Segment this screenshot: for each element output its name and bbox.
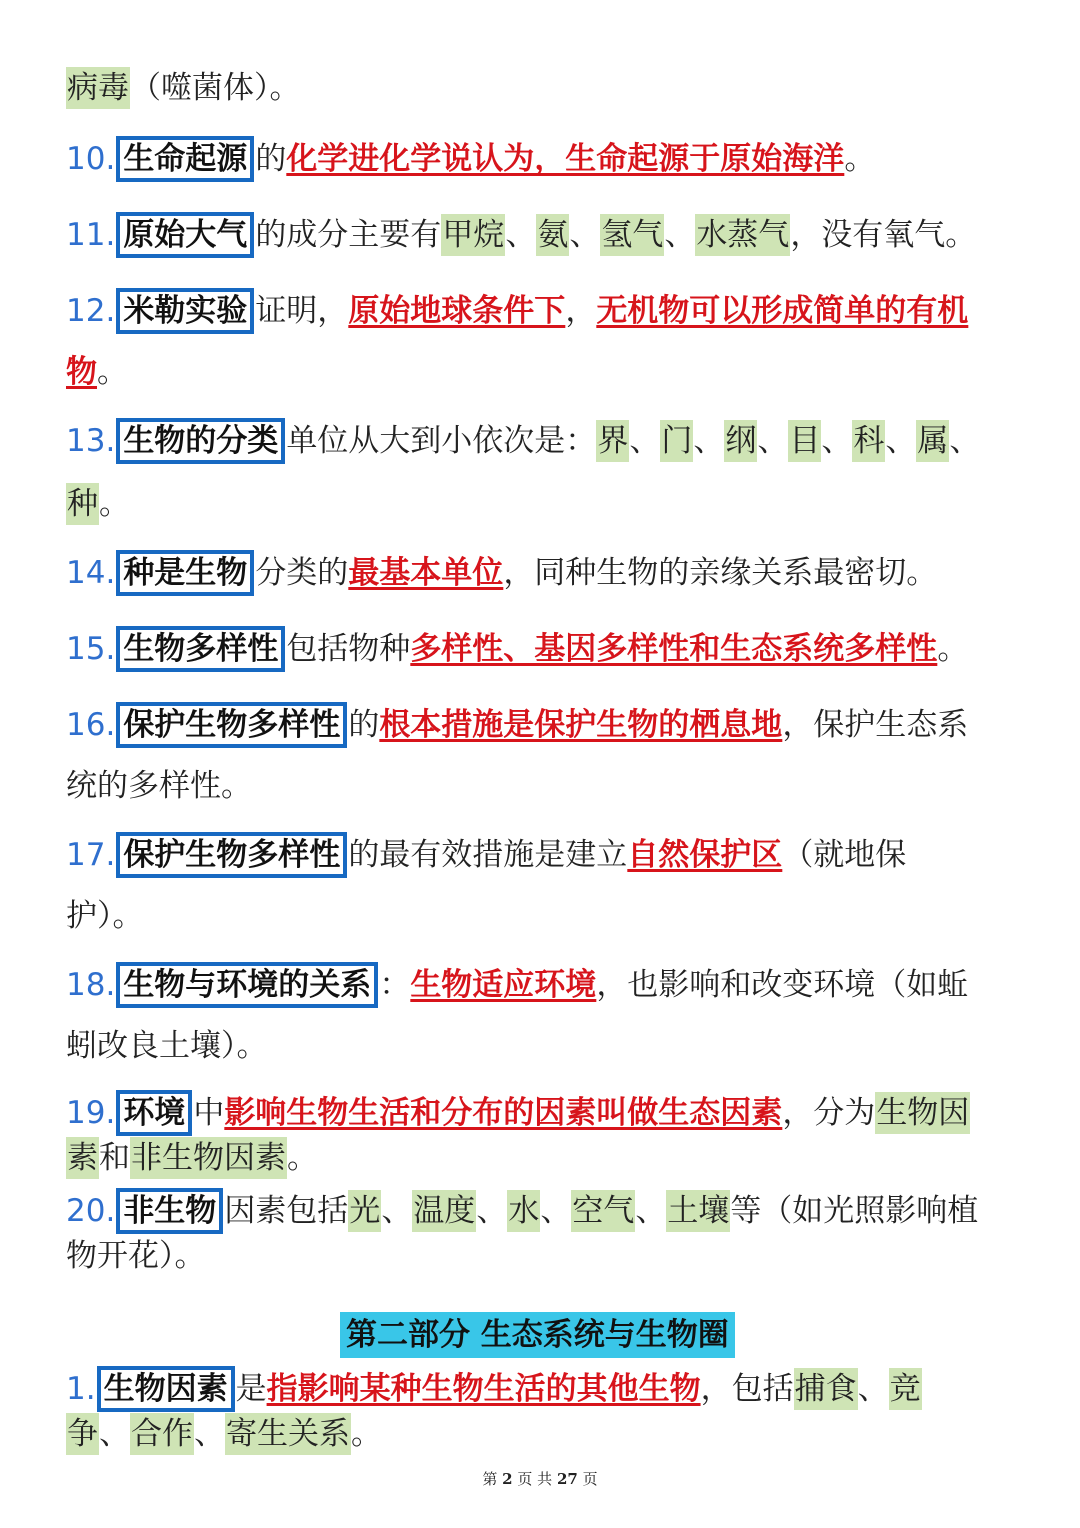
text: 和 — [99, 1140, 130, 1176]
separator: 、 — [635, 1193, 667, 1229]
separator: 、 — [99, 1416, 130, 1452]
item-18 — [66, 962, 1020, 1008]
key-term: 生物多样性 — [116, 626, 285, 672]
key-term: 保护生物多样性 — [116, 832, 347, 878]
item-12-continued — [66, 350, 1020, 394]
item-number: 15. — [66, 631, 116, 667]
highlight: 氢气 — [600, 214, 664, 256]
part2-item-1 — [66, 1366, 1020, 1412]
item-number: 10. — [66, 141, 116, 177]
text: 是 — [235, 1371, 267, 1407]
key-point: 指影响某种生物生活的其他生物 — [266, 1371, 701, 1407]
key-term: 米勒实验 — [116, 288, 254, 334]
highlight: 氨 — [536, 214, 569, 256]
highlight: 非生物因素 — [130, 1137, 287, 1179]
item-number: 13. — [66, 423, 116, 459]
highlight: 病毒 — [66, 67, 130, 109]
item-10 — [66, 136, 1020, 182]
key-term: 生物因素 — [97, 1366, 235, 1412]
separator: 、 — [693, 423, 725, 459]
text: 物开花）。 — [66, 1238, 206, 1274]
page-total: 27 — [556, 1470, 578, 1488]
separator: 、 — [194, 1416, 225, 1452]
key-term: 生物与环境的关系 — [116, 962, 378, 1008]
item-number: 20. — [66, 1193, 116, 1229]
key-point: 物 — [66, 354, 97, 390]
footer-text: 页 共 — [517, 1470, 553, 1488]
item-12 — [66, 288, 1020, 334]
item-13-continued — [66, 482, 1020, 526]
highlight: 科 — [852, 420, 885, 462]
key-term: 原始大气 — [116, 212, 254, 258]
text: ，也影响和改变环境（如蚯 — [596, 967, 969, 1003]
key-point: 最基本单位 — [348, 555, 504, 591]
key-point: 无机物可以形成简单的有机 — [596, 293, 969, 329]
item-15 — [66, 626, 1020, 672]
key-point: 多样性、基因多样性和生态系统多样性 — [410, 631, 938, 667]
item-19 — [66, 1090, 1020, 1136]
item-number: 16. — [66, 707, 116, 743]
text: 等（如光照影响植 — [730, 1193, 979, 1229]
highlight: 光 — [348, 1190, 381, 1232]
continued-line — [66, 66, 1020, 110]
key-point: 根本措施是保护生物的栖息地 — [379, 707, 783, 743]
item-20 — [66, 1188, 1020, 1234]
highlight: 种 — [66, 483, 99, 525]
text: 的成分主要有 — [255, 217, 442, 253]
highlight: 寄生关系 — [225, 1413, 351, 1455]
text: ，分为 — [782, 1095, 876, 1131]
item-number: 14. — [66, 555, 116, 591]
item-20-continued — [66, 1234, 1020, 1278]
highlight: 空气 — [571, 1190, 635, 1232]
item-number: 18. — [66, 967, 116, 1003]
text: 。 — [99, 486, 130, 522]
text: 。 — [937, 631, 969, 667]
text: 。 — [97, 354, 128, 390]
item-18-continued — [66, 1024, 1020, 1068]
text: 。 — [287, 1140, 318, 1176]
text: 单位从大到小依次是： — [286, 423, 597, 459]
separator: 、 — [821, 423, 853, 459]
text: 。 — [351, 1416, 382, 1452]
key-term: 种是生物 — [116, 550, 254, 596]
highlight: 水 — [507, 1190, 540, 1232]
text: 包括物种 — [286, 631, 411, 667]
text: 中 — [193, 1095, 225, 1131]
highlight: 纲 — [724, 420, 757, 462]
section-heading: 第二部分 生态系统与生物圈 — [340, 1312, 735, 1358]
item-17-continued — [66, 894, 1020, 938]
text: 。 — [844, 141, 876, 177]
text: ，包括 — [700, 1371, 794, 1407]
item-number: 1. — [66, 1371, 96, 1407]
separator: 、 — [569, 217, 601, 253]
item-16-continued — [66, 764, 1020, 808]
item-17 — [66, 832, 1020, 878]
text: ，没有氧气。 — [790, 217, 977, 253]
text: 蚓改良土壤）。 — [66, 1028, 268, 1064]
highlight: 土壤 — [666, 1190, 730, 1232]
key-term: 环境 — [116, 1090, 192, 1136]
text: 统的多样性。 — [66, 768, 252, 804]
separator: 、 — [505, 217, 537, 253]
highlight: 竞 — [889, 1368, 922, 1410]
key-point: 化学进化学说认为，生命起源于原始海洋 — [286, 141, 845, 177]
separator: 、 — [540, 1193, 572, 1229]
page-number: 2 — [502, 1470, 513, 1488]
separator: 、 — [664, 217, 696, 253]
highlight: 温度 — [412, 1190, 476, 1232]
text: （就地保 — [782, 837, 907, 873]
separator: 、 — [857, 1371, 889, 1407]
highlight: 捕食 — [794, 1368, 858, 1410]
item-number: 12. — [66, 293, 116, 329]
highlight: 属 — [916, 420, 949, 462]
highlight: 合作 — [130, 1413, 194, 1455]
item-number: 11. — [66, 217, 116, 253]
text: 的 — [255, 141, 287, 177]
item-19-continued — [66, 1136, 1020, 1180]
footer-text: 第 — [482, 1470, 498, 1488]
separator: 、 — [757, 423, 789, 459]
separator: 、 — [629, 423, 661, 459]
footer-text: 页 — [582, 1470, 598, 1488]
highlight: 素 — [66, 1137, 99, 1179]
key-point: 生物适应环境 — [410, 967, 597, 1003]
text: 证明， — [255, 293, 349, 329]
separator: 、 — [381, 1193, 413, 1229]
highlight: 目 — [788, 420, 821, 462]
item-number: 17. — [66, 837, 116, 873]
item-13 — [66, 418, 1020, 464]
highlight: 界 — [596, 420, 629, 462]
separator: 、 — [949, 423, 981, 459]
key-point: 自然保护区 — [627, 837, 783, 873]
text: 护）。 — [66, 898, 144, 934]
item-16 — [66, 702, 1020, 748]
highlight: 生物因 — [875, 1092, 970, 1134]
page-footer — [0, 1468, 1080, 1489]
text: ，保护生态系 — [782, 707, 969, 743]
separator: 、 — [885, 423, 917, 459]
text: ，同种生物的亲缘关系最密切。 — [503, 555, 938, 591]
text: 的最有效措施是建立 — [348, 837, 628, 873]
highlight: 水蒸气 — [695, 214, 790, 256]
separator: 、 — [476, 1193, 508, 1229]
item-11 — [66, 212, 1020, 258]
highlight: 甲烷 — [441, 214, 505, 256]
item-number: 19. — [66, 1095, 116, 1131]
highlight: 门 — [660, 420, 693, 462]
item-14 — [66, 550, 1020, 596]
text: （噬菌体）。 — [130, 70, 301, 106]
part2-item-1-continued — [66, 1412, 1020, 1456]
highlight: 争 — [66, 1413, 99, 1455]
key-term: 生命起源 — [116, 136, 254, 182]
key-point: 影响生物生活和分布的因素叫做生态因素 — [224, 1095, 783, 1131]
key-term: 非生物 — [116, 1188, 223, 1234]
text: ： — [379, 967, 411, 1003]
key-term: 保护生物多样性 — [116, 702, 347, 748]
text: 因素包括 — [224, 1193, 349, 1229]
key-point: 原始地球条件下 — [348, 293, 566, 329]
text: ， — [565, 293, 597, 329]
key-term: 生物的分类 — [116, 418, 285, 464]
text: 分类的 — [255, 555, 349, 591]
text: 的 — [348, 707, 380, 743]
